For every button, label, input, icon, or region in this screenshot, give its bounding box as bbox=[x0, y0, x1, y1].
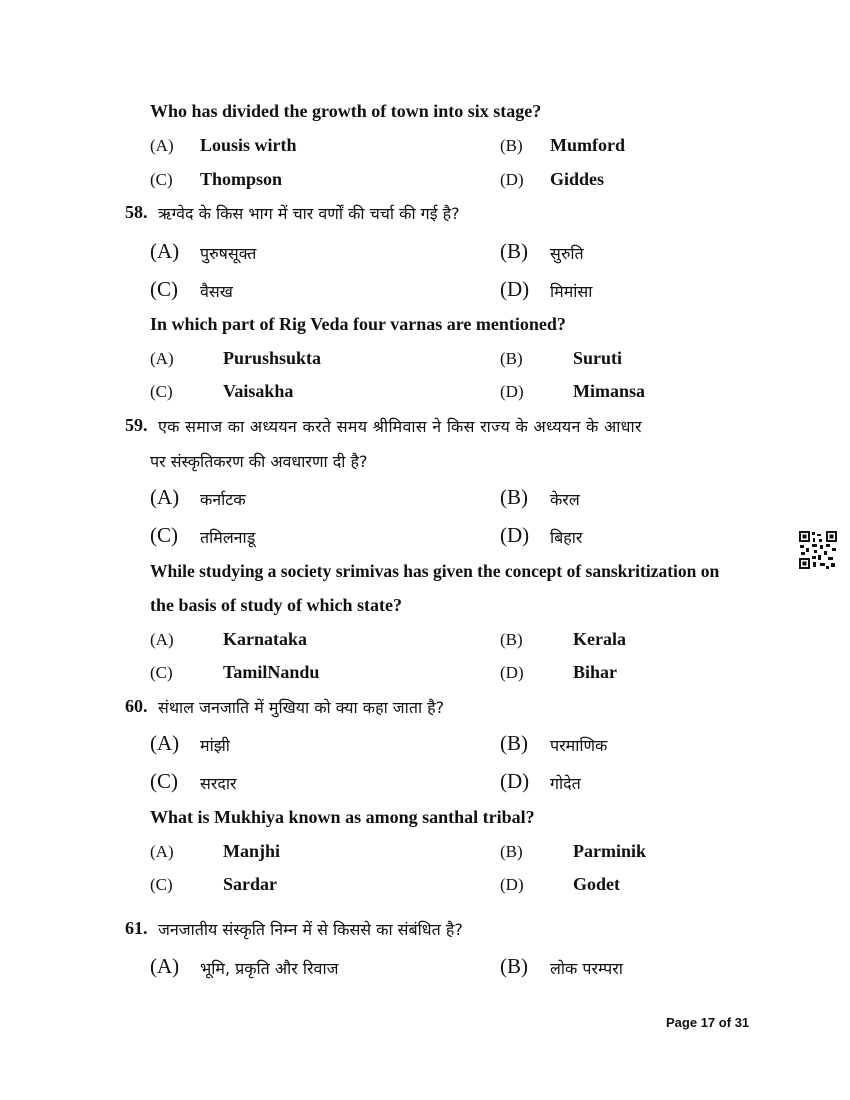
footer-current-page: 17 bbox=[700, 1015, 716, 1030]
q60-en-option-c-text: Sardar bbox=[223, 874, 277, 894]
q59-hi-option-c-text: तमिलनाडू bbox=[200, 528, 256, 547]
q57-en-option-d-label: (D) bbox=[500, 170, 524, 189]
q59-hi-option-b-label: (B) bbox=[500, 485, 528, 509]
q57-en-option-d-text: Giddes bbox=[550, 169, 605, 189]
q60-hi-option-d-text: गोदेत bbox=[550, 774, 581, 793]
q58-hi-option-c-text: वैसख bbox=[200, 282, 233, 301]
q61-hindi-text: जनजातीय संस्कृति निम्न में से किससे का संबंधित है? bbox=[158, 920, 463, 939]
q58-hi-option-b-label: (B) bbox=[500, 239, 528, 263]
q58-number: 58. bbox=[125, 202, 148, 222]
q60-hi-option-c-label: (C) bbox=[150, 769, 178, 793]
q57-en-option-b-label: (B) bbox=[500, 136, 523, 155]
q60-hi-option-b-label: (B) bbox=[500, 731, 528, 755]
q61-hi-option-a-label: (A) bbox=[150, 954, 180, 978]
q59-en-option-b-label: (B) bbox=[500, 630, 523, 649]
q57-en-option-c-label: (C) bbox=[150, 170, 173, 189]
q59-hindi-text-line-1: एक समाज का अध्ययन करते समय श्रीमिवास ने किस राज्य के अध्ययन के आधार bbox=[158, 417, 642, 436]
q59-en-option-b-text: Kerala bbox=[573, 629, 626, 649]
q59-number: 59. bbox=[125, 415, 148, 435]
q57-en-option-b-text: Mumford bbox=[550, 135, 625, 155]
q58-en-option-a-text: Purushsukta bbox=[223, 348, 322, 368]
q60-english-text: What is Mukhiya known as among santhal tribal? bbox=[150, 807, 535, 827]
q58-en-option-b-label: (B) bbox=[500, 349, 523, 368]
q57-english-text: Who has divided the growth of town into six stage? bbox=[150, 101, 542, 121]
q58-en-option-d-label: (D) bbox=[500, 382, 524, 401]
q59-en-option-c-text: TamilNandu bbox=[223, 662, 320, 682]
q58-hi-option-a-label: (A) bbox=[150, 239, 180, 263]
q61-hi-option-b-text: लोक परम्परा bbox=[550, 959, 623, 978]
q61-hi-option-b-label: (B) bbox=[500, 954, 528, 978]
page-number-footer bbox=[666, 1015, 749, 1030]
q60-en-option-b-label: (B) bbox=[500, 842, 523, 861]
q58-hindi-text: ऋग्वेद के किस भाग में चार वर्णों की चर्चा की गई है? bbox=[158, 204, 460, 223]
footer-prefix: Page bbox=[666, 1015, 698, 1030]
qr-code-icon bbox=[798, 530, 838, 570]
q57-en-option-a-label: (A) bbox=[150, 136, 174, 155]
q59-en-option-c-label: (C) bbox=[150, 663, 173, 682]
q59-en-option-d-label: (D) bbox=[500, 663, 524, 682]
q60-hi-option-a-label: (A) bbox=[150, 731, 180, 755]
q58-hi-option-c-label: (C) bbox=[150, 277, 178, 301]
q60-hi-option-b-text: परमाणिक bbox=[550, 736, 608, 755]
q60-hi-option-c-text: सरदार bbox=[200, 774, 237, 793]
q60-hi-option-a-text: मांझी bbox=[200, 736, 230, 755]
q59-hi-option-b-text: केरल bbox=[550, 490, 580, 509]
q58-en-option-d-text: Mimansa bbox=[573, 381, 645, 401]
q58-english-text: In which part of Rig Veda four varnas are mentioned? bbox=[150, 314, 566, 334]
q58-hi-option-d-label: (D) bbox=[500, 277, 530, 301]
q59-hi-option-d-label: (D) bbox=[500, 523, 530, 547]
q60-hindi-text: संथाल जनजाति में मुखिया को क्या कहा जाता है? bbox=[158, 698, 445, 717]
q59-english-text-line-2: the basis of study of which state? bbox=[150, 595, 403, 615]
q60-en-option-a-text: Manjhi bbox=[223, 841, 281, 861]
q58-hi-option-b-text: सुरुति bbox=[550, 244, 584, 263]
q59-hi-option-a-label: (A) bbox=[150, 485, 180, 509]
q58-en-option-c-label: (C) bbox=[150, 382, 173, 401]
q59-en-option-a-label: (A) bbox=[150, 630, 174, 649]
q61-number: 61. bbox=[125, 918, 148, 938]
q58-en-option-b-text: Suruti bbox=[573, 348, 623, 368]
q59-english-text-line-1: While studying a society srimivas has given the concept of sanskritization on bbox=[150, 561, 720, 581]
q59-en-option-d-text: Bihar bbox=[573, 662, 618, 682]
q58-en-option-c-text: Vaisakha bbox=[223, 381, 294, 401]
footer-sep: of bbox=[718, 1015, 732, 1030]
footer-total-pages: 31 bbox=[734, 1015, 750, 1030]
q60-en-option-c-label: (C) bbox=[150, 875, 173, 894]
q60-en-option-d-label: (D) bbox=[500, 875, 524, 894]
q58-hi-option-d-text: मिमांसा bbox=[550, 282, 593, 301]
q59-hi-option-d-text: बिहार bbox=[550, 528, 583, 547]
q60-en-option-d-text: Godet bbox=[573, 874, 620, 894]
q60-en-option-b-text: Parminik bbox=[573, 841, 647, 861]
q60-en-option-a-label: (A) bbox=[150, 842, 174, 861]
q59-hindi-text-line-2: पर संस्कृतिकरण की अवधारणा दी है? bbox=[150, 452, 368, 471]
q57-en-option-a-text: Lousis wirth bbox=[200, 135, 297, 155]
q57-en-option-c-text: Thompson bbox=[200, 169, 283, 189]
q60-number: 60. bbox=[125, 696, 148, 716]
q58-hi-option-a-text: पुरुषसूक्त bbox=[200, 244, 257, 263]
q61-hi-option-a-text: भूमि, प्रकृति और रिवाज bbox=[200, 959, 339, 978]
q59-en-option-a-text: Karnataka bbox=[223, 629, 308, 649]
q58-en-option-a-label: (A) bbox=[150, 349, 174, 368]
q59-hi-option-a-text: कर्नाटक bbox=[200, 490, 246, 509]
q60-hi-option-d-label: (D) bbox=[500, 769, 530, 793]
q59-hi-option-c-label: (C) bbox=[150, 523, 178, 547]
